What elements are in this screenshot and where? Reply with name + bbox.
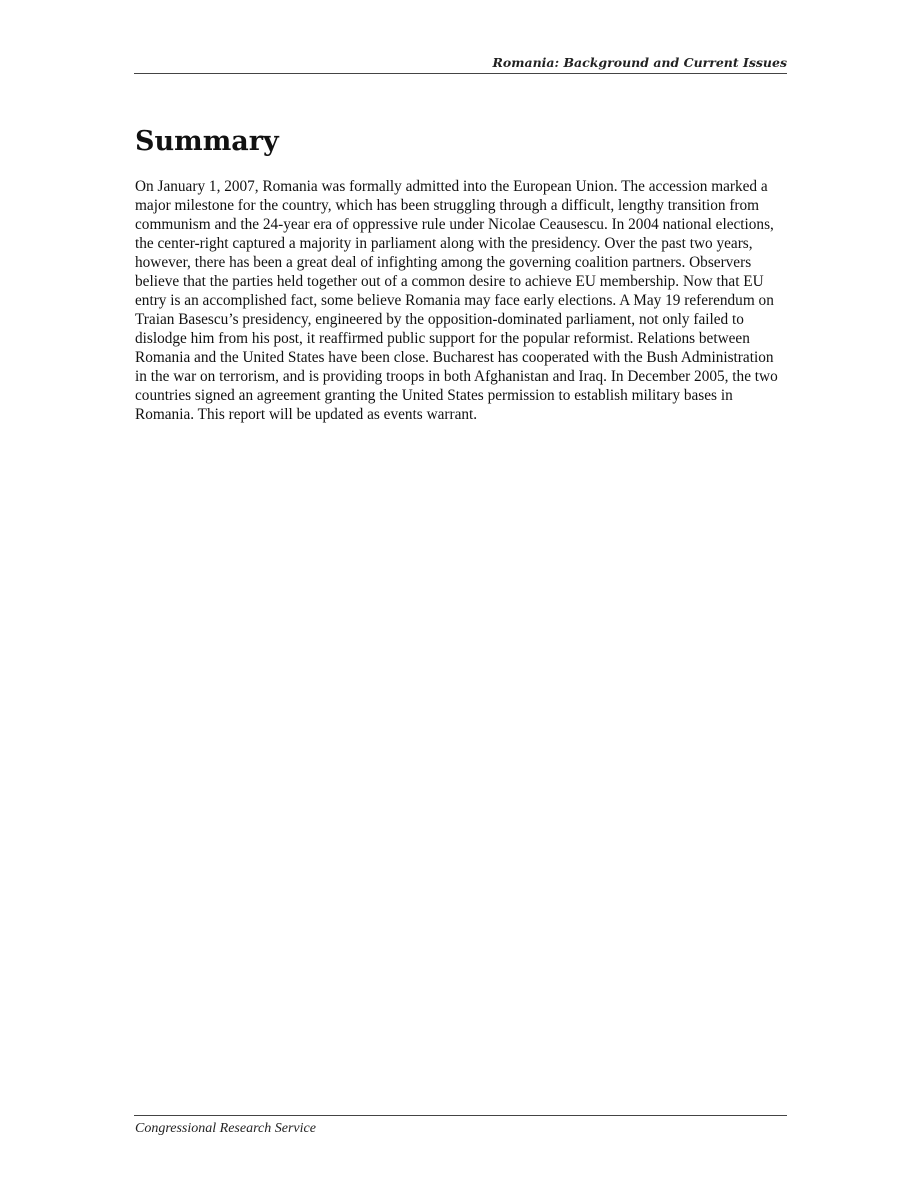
page-title: Summary — [135, 126, 279, 157]
running-footer: Congressional Research Service — [135, 1121, 316, 1136]
running-header-title: Romania: Background and Current Issues — [492, 55, 787, 70]
running-header — [134, 56, 787, 74]
footer-divider — [134, 1115, 787, 1116]
summary-paragraph: On January 1, 2007, Romania was formally admitted into the European Union. The accession marked a major milestone for the country, which has been struggling through a difficult, lengthy transition from communism and the 24-year era of oppressive rule under Nicolae Ceausescu. In 2004 national elections, the center-right captured a majority in parliament along with the presidency. Over the past two years, however, there has been a great deal of infighting among the governing coalition partners. Observers believe that the parties held together out of a common desire to achieve EU membership. Now that EU entry is an accomplished fact, some believe Romania may face early elections. A May 19 referendum on Traian Basescu’s presidency, engineered by the opposition-dominated parliament, not only failed to dislodge him from his post, it reaffirmed public support for the popular reformist. Relations between Romania and the United States have been close. Bucharest has cooperated with the Bush Administration in the war on terrorism, and is providing troops in both Afghanistan and Iraq. In December 2005, the two countries signed an agreement granting the United States permission to establish military bases in Romania. This report will be updated as events warrant. — [135, 178, 778, 423]
